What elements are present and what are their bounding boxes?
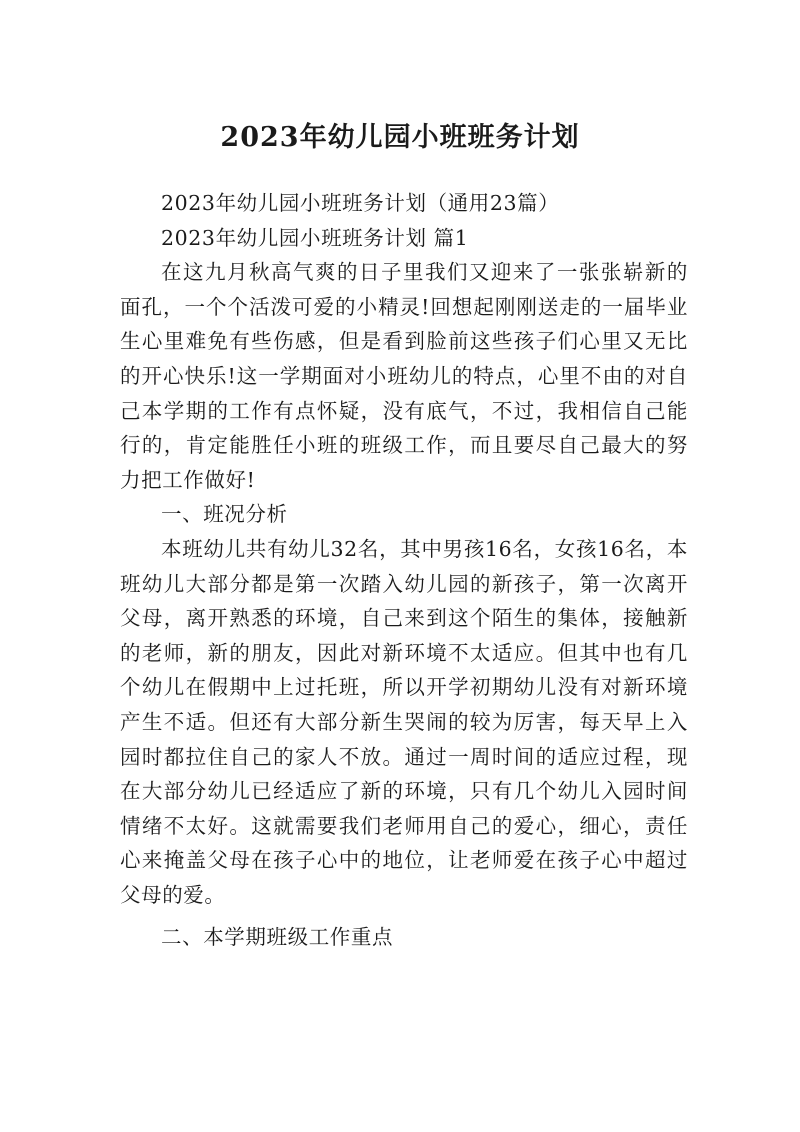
- heading-semester-focus: 二、本学期班级工作重点: [161, 925, 394, 950]
- intro-paragraph: 在这九月秋高气爽的日子里我们又迎来了一张张崭新的面孔，一个个活泼可爱的小精灵!回想起刚刚送走的一届毕业生心里难免有些伤感，但是看到脸前这些孩子们心里又无比的开心快乐!这一学期面对小班幼儿的特点，心里不由的对自己本学期的工作有点怀疑，没有底气，不过，我相信自己能行的，肯定能胜任小班的班级工作，而且要尽自己最大的努力把工作做好!: [120, 260, 688, 492]
- document-title: 2023年幼儿园小班班务计划: [220, 122, 580, 154]
- heading-class-analysis: 一、班况分析: [161, 502, 288, 527]
- document-body: [120, 186, 688, 955]
- section-title: 2023年幼儿园小班班务计划 篇1: [161, 225, 469, 250]
- document-subtitle: 2023年幼儿园小班班务计划（通用23篇）: [161, 191, 560, 215]
- analysis-paragraph: 本班幼儿共有幼儿32名，其中男孩16名，女孩16名，本班幼儿大部分都是第一次踏入幼儿园的新孩子，第一次离开父母，离开熟悉的环境，自己来到这个陌生的集体，接触新的老师，新的朋友，因此对新环境不太适应。但其中也有几个幼儿在假期中上过托班，所以开学初期幼儿没有对新环境产生不适。但还有大部分新生哭闹的较为厉害，每天早上入园时都拉住自己的家人不放。通过一周时间的适应过程，现在大部分幼儿已经适应了新的环境，只有几个幼儿入园时间情绪不太好。这就需要我们老师用自己的爱心，细心，责任心来掩盖父母在孩子心中的地位，让老师爱在孩子心中超过父母的爱。: [120, 536, 688, 907]
